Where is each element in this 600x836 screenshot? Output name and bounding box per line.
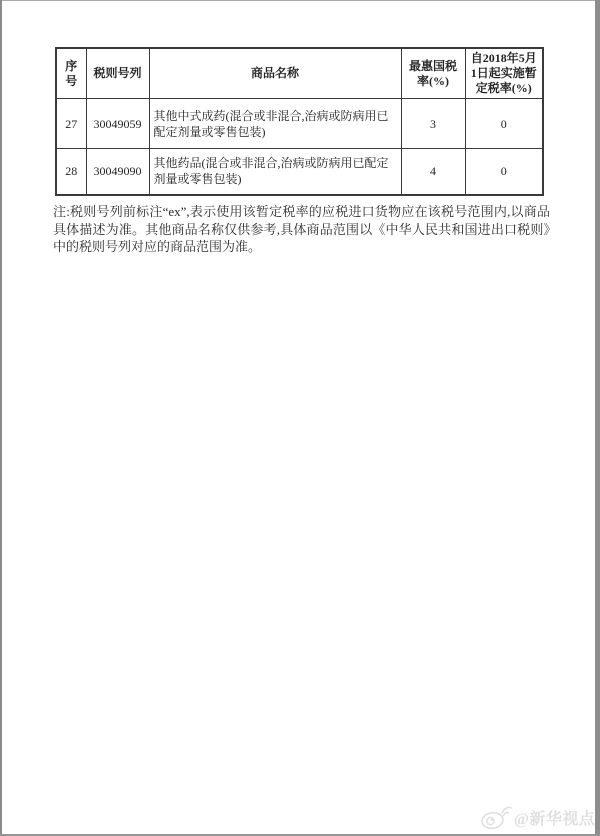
cell-seq: 27 (56, 99, 86, 149)
cell-mfn-rate: 4 (401, 149, 465, 195)
page-edge-left (0, 0, 2, 836)
page-edge-top (0, 0, 600, 1)
cell-provisional-rate: 0 (465, 99, 543, 149)
table-row (56, 149, 543, 195)
col-header-tariff-code: 税则号列 (86, 48, 149, 99)
cell-product-name: 其他中式成药(混合或非混合,治病或防病用已配定剂量或零售包装) (149, 99, 401, 149)
col-header-seq: 序号 (56, 48, 86, 99)
cell-product-name: 其他药品(混合或非混合,治病或防病用已配定剂量或零售包装) (149, 149, 401, 195)
col-header-mfn-rate: 最惠国税率(%) (401, 48, 465, 99)
watermark (480, 804, 595, 830)
weibo-icon (480, 804, 512, 830)
tariff-table (55, 47, 544, 196)
col-header-product-name: 商品名称 (149, 48, 401, 99)
table-header-row (56, 48, 543, 99)
cell-tariff-code: 30049090 (86, 149, 149, 195)
table-row (56, 99, 543, 149)
page-edge-right (595, 0, 600, 836)
cell-provisional-rate: 0 (465, 149, 543, 195)
col-header-provisional-rate: 自2018年5月1日起实施暂定税率(%) (465, 48, 543, 99)
cell-mfn-rate: 3 (401, 99, 465, 149)
note-text: 注:税则号列前标注“ex”,表示使用该暂定税率的应税进口货物应在该税号范围内,以商品具体描述为准。其他商品名称仅供参考,具体商品范围以《中华人民共和国进出口税则》中的税则号列对应的商品范围为准。 (53, 204, 550, 254)
watermark-text: @新华视点 (514, 810, 596, 828)
cell-tariff-code: 30049059 (86, 99, 149, 149)
cell-seq: 28 (56, 149, 86, 195)
